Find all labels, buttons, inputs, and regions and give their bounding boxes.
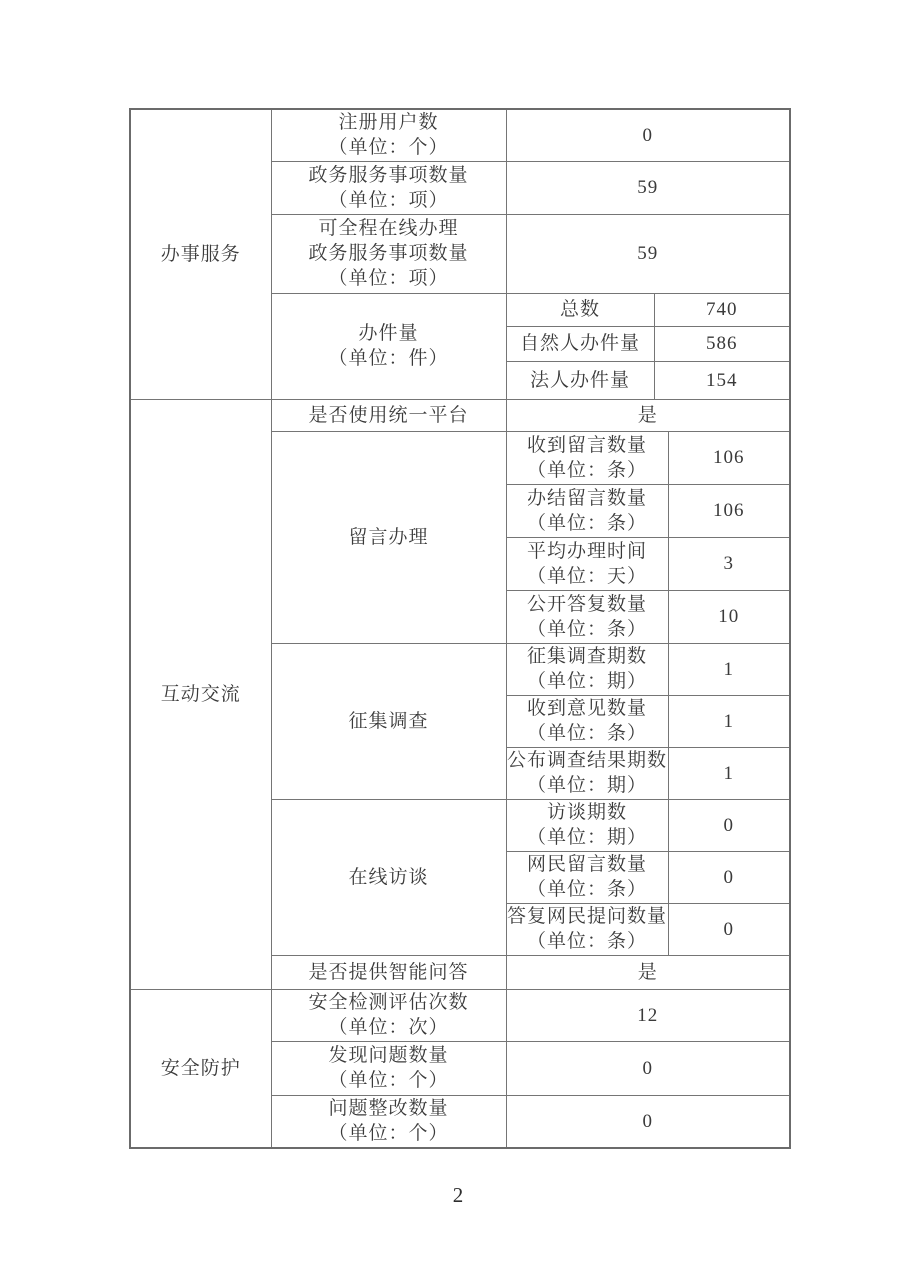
metric-value-cell: 0 [506, 1095, 790, 1148]
metric-label-cell [271, 109, 506, 161]
category-cell-service: 办事服务 [130, 109, 271, 399]
metric-label: 征集调查期数 [526, 646, 647, 667]
metric-label: 办件量 [358, 323, 419, 344]
metric-unit: （单位：项） [328, 189, 449, 211]
metric-unit: （单位：条） [526, 618, 647, 640]
metric-value-cell: 0 [668, 851, 790, 903]
sub-metric-label-cell [506, 643, 668, 695]
metric-value-cell: 59 [506, 214, 790, 293]
metric-label: 发现问题数量 [328, 1045, 449, 1066]
metric-label: 收到意见数量 [526, 698, 647, 719]
metric-label: 安全检测评估次数 [308, 992, 469, 1013]
metric-unit: （单位：天） [526, 565, 647, 587]
metric-unit: （单位：个） [328, 1123, 449, 1145]
metric-value-cell: 0 [506, 109, 790, 161]
metric-unit: （单位：条） [526, 879, 647, 900]
metric-value-cell: 106 [668, 431, 790, 484]
metric-label: 办结留言数量 [526, 487, 647, 509]
metric-label-cell [271, 214, 506, 293]
metric-value-cell: 0 [668, 799, 790, 851]
sub-metric-label-cell [506, 537, 668, 590]
sub-metric-label-cell [506, 431, 668, 484]
metric-unit: （单位：条） [526, 723, 647, 744]
metric-unit: （单位：个） [328, 137, 449, 159]
sub-metric-label-cell: 法人办件量 [506, 361, 654, 399]
category-cell-interaction: 互动交流 [130, 399, 271, 989]
metric-unit: （单位：件） [328, 348, 449, 369]
metric-value-cell: 0 [668, 903, 790, 955]
metric-value-cell: 586 [654, 326, 790, 361]
metric-label-cell: 留言办理 [271, 431, 506, 643]
metric-label: 政务服务事项数量 [308, 243, 469, 264]
metric-label: 访谈期数 [546, 802, 627, 823]
page-number: 2 [452, 1183, 464, 1207]
metric-label: 答复网民提问数量 [506, 906, 667, 927]
sub-metric-label-cell: 总数 [506, 293, 654, 326]
metric-unit: （单位：期） [526, 827, 647, 848]
metric-label: 注册用户数 [338, 112, 439, 134]
metric-value-cell: 12 [506, 989, 790, 1041]
metric-label: 收到留言数量 [526, 434, 647, 456]
metric-value-cell: 1 [668, 695, 790, 747]
metric-label: 政务服务事项数量 [308, 164, 469, 186]
metric-unit: （单位：次） [328, 1017, 449, 1038]
category-cell-security: 安全防护 [130, 989, 271, 1148]
sub-metric-label-cell: 自然人办件量 [506, 326, 654, 361]
sub-metric-label-cell [506, 851, 668, 903]
metric-label: 平均办理时间 [526, 540, 647, 562]
metric-value-cell: 1 [668, 643, 790, 695]
metric-label-cell: 是否使用统一平台 [271, 399, 506, 431]
table-row [130, 989, 790, 1041]
metric-label: 公布调查结果期数 [506, 750, 667, 771]
metric-value-cell: 106 [668, 484, 790, 537]
table-row [130, 109, 790, 161]
metric-label-cell [271, 1041, 506, 1095]
metric-value-cell: 是 [506, 399, 790, 431]
metric-label-cell: 在线访谈 [271, 799, 506, 955]
metric-value-cell: 0 [506, 1041, 790, 1095]
metric-unit: （单位：条） [526, 931, 647, 952]
metric-unit: （单位：期） [526, 775, 647, 796]
metric-unit: （单位：期） [526, 671, 647, 692]
metric-label-cell: 征集调查 [271, 643, 506, 799]
metric-label: 网民留言数量 [526, 854, 647, 875]
report-table [129, 108, 791, 1149]
metric-unit: （单位：项） [328, 268, 449, 289]
metric-label-cell [271, 161, 506, 214]
sub-metric-label-cell [506, 590, 668, 643]
metric-label-cell [271, 1095, 506, 1148]
sub-metric-label-cell [506, 747, 668, 799]
metric-value-cell: 10 [668, 590, 790, 643]
metric-value-cell: 1 [668, 747, 790, 799]
metric-unit: （单位：条） [526, 512, 647, 534]
table-row [130, 399, 790, 431]
metric-label-cell: 是否提供智能问答 [271, 955, 506, 989]
metric-value-cell: 3 [668, 537, 790, 590]
metric-label-cell [271, 293, 506, 399]
metric-label: 问题整改数量 [328, 1098, 449, 1120]
sub-metric-label-cell [506, 903, 668, 955]
metric-value-cell: 740 [654, 293, 790, 326]
metric-unit: （单位：条） [526, 459, 647, 481]
metric-value-cell: 154 [654, 361, 790, 399]
metric-label: 公开答复数量 [526, 593, 647, 615]
sub-metric-label-cell [506, 799, 668, 851]
sub-metric-label-cell [506, 695, 668, 747]
metric-label: 可全程在线办理 [318, 218, 459, 239]
metric-unit: （单位：个） [328, 1070, 449, 1091]
metric-value-cell: 是 [506, 955, 790, 989]
sub-metric-label-cell [506, 484, 668, 537]
metric-value-cell: 59 [506, 161, 790, 214]
metric-label-cell [271, 989, 506, 1041]
